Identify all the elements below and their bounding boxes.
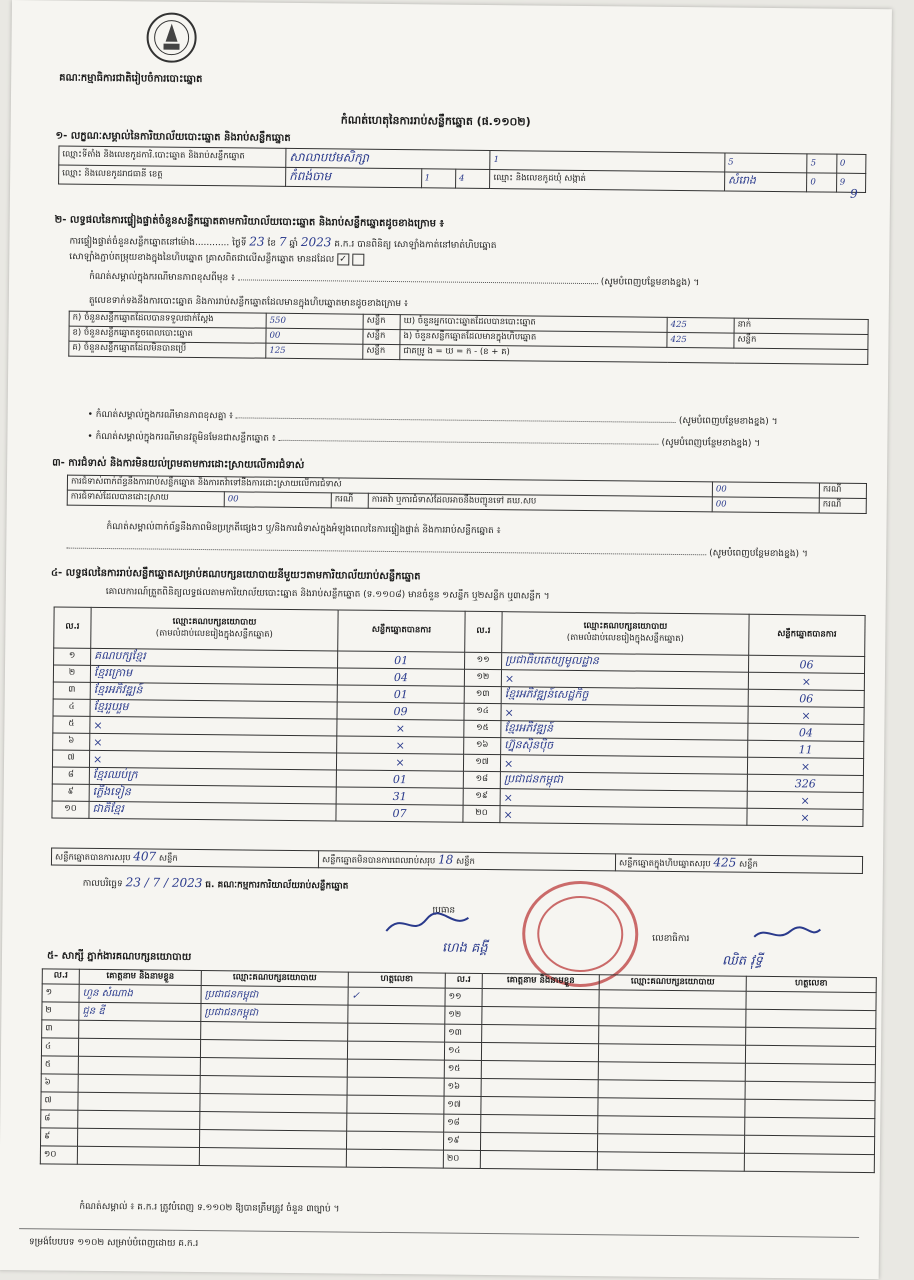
code-digit: 5 xyxy=(807,154,837,173)
figures-table xyxy=(68,311,868,365)
vote-count: 06 xyxy=(749,655,865,673)
witness-party xyxy=(200,1058,347,1078)
total-valid: 407 xyxy=(133,849,157,864)
witness-name xyxy=(481,1114,598,1133)
seal-checkbox[interactable]: ✓ xyxy=(337,253,349,265)
witness-signature xyxy=(347,1077,444,1096)
date-line: កាលបរិច្ឆេទ 23 / 7 / 2023 ធ. គណៈកម្មការការិយាល័យរាប់សន្លឹកឆ្នោត xyxy=(82,875,349,892)
witness-signature xyxy=(347,1041,444,1060)
row-number: ១៩ xyxy=(443,1132,480,1150)
table-row: គ) ចំនួនសន្លឹកឆ្នោតដែលមិនបានប្រើ 125 សន្លឹក ជាគម្រូ ង = ឃ = ក - (ខ + គ) xyxy=(69,341,868,364)
party-name: ប្រជាធិបតេយ្យមូលដ្ឋាន xyxy=(502,653,749,673)
province-label: ឈ្មោះ និងលេខកូដរាជធានី ខេត្ត xyxy=(59,165,286,186)
vote-count: 06 xyxy=(748,689,864,707)
witness-party xyxy=(598,1062,745,1082)
witness-party xyxy=(200,1076,347,1096)
verify-day: 23 xyxy=(249,234,265,249)
location-label: ឈ្មោះទីតាំង និងលេខកូដការិ.បោះឆ្នោត និងរាប់សន្លឹកឆ្នោត xyxy=(59,146,286,167)
vote-count: × xyxy=(748,706,864,724)
witness-name: ជួន ឌី xyxy=(79,1002,201,1021)
witness-name xyxy=(78,1038,200,1057)
form-title: កំណត់ហេតុនៃការរាប់សន្លឹកឆ្នោត (ផ.១១០២) xyxy=(340,113,531,129)
row-number: ៣ xyxy=(42,1020,79,1038)
witness-party xyxy=(199,1130,346,1150)
party-name: × xyxy=(501,704,748,724)
witness-signature xyxy=(746,991,876,1010)
row-number: ៩ xyxy=(41,1128,78,1146)
complaints-hint: (សូមបំពេញបន្ថែមខាងខ្នង) ។ xyxy=(66,541,861,562)
row-number: ១៨ xyxy=(444,1114,481,1132)
seal-line: សោឡាំងភ្ជាប់តម្រុយខាងក្នុងនៃហិបឆ្នោត គ្រាសពិតជាលើសន្លឹកឆ្នោត មានដដែល ✓ xyxy=(69,251,859,273)
row-number: ៩ xyxy=(52,784,89,801)
row-number: ១០ xyxy=(52,801,89,818)
row-number: ១១ xyxy=(465,652,502,669)
row-number: ១៣ xyxy=(464,686,501,703)
verification-line: ការផ្ទៀងផ្ទាត់ចំនួនសន្លឹកឆ្នោតនៅម៉ោង............ ថ្ងៃទី 23 ខែ 7 ឆ្នាំ 2023 គ.ក.រ បានពិនិត្យ សោឡាំងកាត់នៅមាត់ហិបឆ្នោត xyxy=(69,234,497,252)
row-number: ២០ xyxy=(443,1150,480,1168)
witness-party xyxy=(200,1040,347,1060)
code-digit: 0 xyxy=(807,173,837,192)
witness-name xyxy=(78,1092,200,1111)
witness-signature xyxy=(746,1027,876,1046)
note-line: កំណត់សម្គាល់ក្នុងករណីមានភាពខុសពីមុន ៖ (សូមបំពេញបន្ថែមខាងខ្នង) ។ xyxy=(89,271,700,289)
bullet-foreign-objects: • កំណត់សម្គាល់ក្នុងករណីមានវត្ថុមិនមែនជាសន្លឹកឆ្នោត ៖ (សូមបំពេញបន្ថែមខាងខ្នង) ។ xyxy=(87,431,761,449)
party-name: ជាតិខ្មែរ xyxy=(89,801,336,821)
section5-note: កំណត់សម្គាល់ ៖ គ.ក.រ ត្រូវបំពេញ ទ.១១០២ ឱ្យបានត្រឹមត្រូវ ចំនួន ៣ច្បាប់ ។ xyxy=(79,1201,340,1215)
vote-count: 31 xyxy=(336,787,463,805)
row-number: ២ xyxy=(53,665,90,682)
row-number: ២០ xyxy=(463,805,500,822)
party-name: ខ្មែរអភិវឌ្ឍន៍ xyxy=(501,721,748,741)
witness-name xyxy=(77,1146,199,1165)
vote-count: 07 xyxy=(336,804,463,822)
party-name: ខ្មែររួបរួម xyxy=(90,699,337,719)
code-digit: 0 xyxy=(836,154,866,173)
party-name: × xyxy=(89,750,336,770)
code-digit: 5 xyxy=(725,153,808,173)
witness-signature xyxy=(744,1153,874,1172)
party-name: × xyxy=(501,670,748,690)
row-number: ៥ xyxy=(41,1056,78,1074)
table-header-row: ល.រ ឈ្មោះគណបក្សនយោបាយ (តាមលំដាប់លេខរៀងក្នុងសន្លឹកឆ្នោត) សន្លឹកឆ្នោតបានការ ល.រ ឈ្មោះគណបក្សនយោបាយ (តាមលំដាប់លេខរៀងក្នុងសន្លឹកឆ្នោត) សន្លឹកឆ្នោតបានការ xyxy=(54,607,865,656)
voters-count: 425 xyxy=(667,317,734,333)
witness-party: ប្រជាជនកម្ពុជា xyxy=(201,986,348,1006)
spoiled-ballots: 00 xyxy=(266,328,363,344)
witness-name xyxy=(481,1060,598,1079)
row-number: ១៤ xyxy=(464,703,501,720)
secretary-label: លេខាធិការ xyxy=(652,933,690,945)
witness-signature xyxy=(745,1045,875,1064)
witness-party xyxy=(599,990,746,1010)
row-number: ១៥ xyxy=(444,1060,481,1078)
party-name: ប្រជាជនកម្ពុជា xyxy=(500,772,747,792)
row-number: ១៧ xyxy=(444,1096,481,1114)
row-number: ១៥ xyxy=(464,720,501,737)
results-table xyxy=(51,606,865,826)
witness-signature xyxy=(346,1131,443,1150)
witness-signature xyxy=(746,1009,876,1028)
row-number: ១៦ xyxy=(444,1078,481,1096)
row-number: ៥ xyxy=(53,716,90,733)
row-number: ១១ xyxy=(445,988,482,1006)
province-value: កំពង់ចាម xyxy=(286,167,422,187)
witness-name xyxy=(480,1150,597,1169)
section4-title: ៤- លទ្ធផលនៃការរាប់សន្លឹកឆ្នោតសម្រាប់គណបក្សនយោបាយនីមួយៗតាមការិយាល័យរាប់សន្លឹកឆ្នោត xyxy=(50,567,421,583)
witness-party xyxy=(598,1044,745,1064)
witness-signature xyxy=(347,1059,444,1078)
vote-count: 01 xyxy=(336,770,463,788)
witness-name xyxy=(480,1132,597,1151)
witness-signature xyxy=(348,1005,445,1024)
ballots-in-box: 425 xyxy=(667,332,734,348)
witness-party xyxy=(200,1112,347,1132)
witness-name xyxy=(481,1042,598,1061)
location-value: សាលាបឋមសិក្សា xyxy=(286,148,491,169)
complaints-note: កំណត់សម្គាល់ពាក់ព័ន្ធនឹងភាពមិនប្រក្រតីផ្សេងៗ ឬ/និងការជំទាស់ក្នុងអំឡុងពេលនៃការផ្ទៀងផ្ទាត់ និងការរាប់សន្លឹកឆ្នោត ៖ xyxy=(106,522,501,537)
row-number: ៤ xyxy=(41,1038,78,1056)
received-ballots: 550 xyxy=(266,313,363,329)
official-stamp-icon xyxy=(522,880,639,987)
row-number: ៦ xyxy=(41,1074,78,1092)
witness-name xyxy=(79,1020,201,1039)
section3-title: ៣- ការជំទាស់ និងការមិនយល់ព្រមតាមការដោះស្រាយលើការជំទាស់ xyxy=(52,457,305,472)
section5-title: ៥- សាក្សី ភ្នាក់ងារគណបក្សនយោបាយ xyxy=(46,950,192,963)
row-number: ១២ xyxy=(445,1006,482,1024)
party-name: × xyxy=(500,789,747,809)
row-number: ៦ xyxy=(53,733,90,750)
secretary-signature-icon xyxy=(752,923,822,946)
verify-month: 7 xyxy=(278,234,287,249)
vote-count: × xyxy=(747,791,863,809)
table-row: សន្លឹកឆ្នោតបានការសរុប 407 សន្លឹក សន្លឹកឆ្នោតមិនបានការពេលរាប់សរុប 18 សន្លឹក សន្លឹកឆ្នោតក្នុងហិបឆ្នោតសរុប 425 សន្លឹក xyxy=(51,848,862,873)
bullet-discrepancy: • កំណត់សម្គាល់ក្នុងករណីមានភាពខុសគ្នា ៖ (សូមបំពេញបន្ថែមខាងខ្នង) ។ xyxy=(87,409,778,428)
row-number: ១៨ xyxy=(463,771,500,788)
row-number: ១៦ xyxy=(464,737,501,754)
witness-signature xyxy=(744,1135,874,1154)
commune-value: សំរោង xyxy=(724,172,807,192)
seal-other-checkbox[interactable] xyxy=(352,254,364,266)
party-name: ខ្មែរអភិវឌ្ឍន៍សេដ្ឋកិច្ច xyxy=(501,687,748,707)
witness-table xyxy=(40,968,877,1173)
vote-count: 04 xyxy=(337,668,464,686)
party-name: × xyxy=(500,755,747,775)
row-number: ៨ xyxy=(52,767,89,784)
row-number: ៧ xyxy=(52,750,89,767)
witness-party: ប្រជាជនកម្ពុជា xyxy=(201,1004,348,1024)
chair-name: ហេង គង្គី xyxy=(442,940,488,957)
row-number: ១៩ xyxy=(463,788,500,805)
vote-count: 04 xyxy=(748,723,864,741)
total-in-box: 425 xyxy=(713,855,737,870)
vote-count: × xyxy=(336,753,463,771)
witness-name xyxy=(482,1006,599,1025)
complaints-count: 00 xyxy=(712,482,819,498)
row-number: ១២ xyxy=(464,669,501,686)
row-number: ១០ xyxy=(40,1146,77,1164)
row-number: ២ xyxy=(42,1002,79,1020)
unused-ballots: 125 xyxy=(266,343,363,359)
vote-count: × xyxy=(337,719,464,737)
witness-signature xyxy=(346,1149,443,1168)
table-header-row: ល.រ គោត្តនាម និងនាមខ្លួន ឈ្មោះគណបក្សនយោបាយ ហត្ថលេខា ល.រ គោត្តនាម និងនាមខ្លួន ឈ្មោះគណបក្សនយោបាយ ហត្ថលេខា xyxy=(42,969,876,993)
table-row: ខ) ចំនួនសន្លឹកឆ្នោតខូចពេលបោះឆ្នោត 00 សន្លឹក ង) ចំនួនសន្លឹកឆ្នោតដែលមានក្នុងហិបឆ្នោត 425 សន្លឹក xyxy=(69,326,868,349)
party-name: × xyxy=(90,716,337,736)
table-row: ក) ចំនួនសន្លឹកឆ្នោតដែលបានទទួលជាក់ស្តែង 550 សន្លឹក ឃ) ចំនួនអ្នកបោះឆ្នោតដែលបានបោះឆ្នោត 425 នាក់ xyxy=(69,311,868,334)
code-digit: 4 xyxy=(455,169,490,188)
party-name: ខ្មែរក្រោម xyxy=(90,665,337,685)
party-name: × xyxy=(90,733,337,753)
witness-party xyxy=(200,1094,347,1114)
witness-name xyxy=(481,1096,598,1115)
witness-party xyxy=(597,1152,744,1172)
royal-emblem-icon xyxy=(141,11,202,68)
resolved-count: 00 xyxy=(224,492,331,508)
witness-name xyxy=(78,1056,200,1075)
witness-signature: ✓ xyxy=(348,987,445,1006)
vote-count: 11 xyxy=(748,740,864,758)
row-number: ៧ xyxy=(41,1092,78,1110)
section1-table xyxy=(58,145,866,192)
commune-label: ឈ្មោះ និងលេខកូដឃុំ សង្កាត់ xyxy=(490,170,725,191)
party-name: ហ្វ៊ុនស៊ិនប៉ិច xyxy=(501,738,748,758)
vote-count: × xyxy=(748,672,864,690)
secretary-name: ឈិត វុទ្ធី xyxy=(721,953,763,969)
footer-note: ទម្រង់បែបបទ ១១០២ សម្រាប់បំពេញដោយ គ.ក.រ xyxy=(28,1237,199,1250)
witness-signature xyxy=(745,1117,875,1136)
witness-name xyxy=(78,1074,200,1093)
witness-party xyxy=(201,1022,348,1042)
witness-name xyxy=(78,1110,200,1129)
section1-title: ១- លក្ខណៈសម្គាល់នៃការិយាល័យបោះឆ្នោត និងរាប់សន្លឹកឆ្នោត xyxy=(55,130,291,144)
witness-name xyxy=(482,1024,599,1043)
chair-label: ប្រធាន xyxy=(432,905,456,916)
party-name: ខ្មែរឈប់ក្រ xyxy=(89,767,336,787)
witness-party xyxy=(598,1098,745,1118)
vote-count: 326 xyxy=(747,774,863,792)
complaints-table xyxy=(67,475,867,514)
code-digit: 9 xyxy=(849,186,858,201)
witness-party xyxy=(199,1148,346,1168)
witness-party xyxy=(599,1026,746,1046)
witness-party xyxy=(597,1134,744,1154)
vote-count: × xyxy=(337,736,464,754)
witness-party xyxy=(598,1080,745,1100)
results-totals xyxy=(51,847,863,874)
witness-signature xyxy=(745,1063,875,1082)
table-row: ការជំទាស់ពាក់ព័ន្ធនឹងការរាប់សន្លឹកឆ្នោត និងការតវ៉ាទៅនឹងការដោះស្រាយលើការជំទាស់ 00 ករណី xyxy=(67,475,866,498)
total-invalid: 18 xyxy=(437,852,454,867)
section4-subtitle: គោលការណ៍ត្រួតពិនិត្យលទ្ធផលតាមការិយាល័យបោះឆ្នោត និងរាប់សន្លឹកឆ្នោត (ទ.១១០៨) មានចំនួន ១សន្លឹក ឬ២សន្លឹក ឬ៣សន្លឹក ។ xyxy=(105,587,550,602)
chair-signature-icon xyxy=(382,909,472,940)
party-name: ខ្មែរអភិវឌ្ឍន៍ xyxy=(90,682,337,702)
party-name: ភ្លើងទៀន xyxy=(89,784,336,804)
date-value: 23 / 7 / 2023 xyxy=(125,875,203,891)
vote-count: 09 xyxy=(337,702,464,720)
row-number: ១៧ xyxy=(463,754,500,771)
witness-signature xyxy=(348,1023,445,1042)
witness-signature xyxy=(347,1095,444,1114)
party-name: × xyxy=(500,806,747,826)
vote-count: × xyxy=(747,757,863,775)
witness-name xyxy=(482,988,599,1007)
witness-signature xyxy=(745,1099,875,1118)
row-number: ១៤ xyxy=(444,1042,481,1060)
figures-intro: តួលេខទាក់ទងនឹងការបោះឆ្នោត និងការរាប់សន្លឹកឆ្នោតដែលមានក្នុងហិបឆ្នោតមានដូចខាងក្រោម ៖ xyxy=(88,295,408,310)
row-number: ៣ xyxy=(53,682,90,699)
code-digit: 1 xyxy=(490,151,725,172)
witness-name: ហួន សំណាង xyxy=(79,984,201,1003)
row-number: ១ xyxy=(54,648,91,665)
verify-year: 2023 xyxy=(300,235,332,250)
witness-signature xyxy=(347,1113,444,1132)
section2-title: ២- លទ្ធផលនៃការផ្ទៀងផ្ទាត់ចំនួនសន្លឹកឆ្នោតតាមការិយាល័យបោះឆ្នោត និងរាប់សន្លឹកឆ្នោតដូចខាងក្រោម ៖ xyxy=(54,214,444,230)
vote-count: 01 xyxy=(338,651,465,669)
row-number: ១ xyxy=(42,984,79,1002)
row-number: ១៣ xyxy=(445,1024,482,1042)
table-row: ការជំទាស់ដែលបានដោះស្រាយ 00 ករណី ការតវ៉ា ឬការជំទាស់ដែលអាចនឹងបញ្ជូនទៅ គឃ.សប 00 ករណី xyxy=(67,490,866,513)
witness-party xyxy=(598,1116,745,1136)
forwarded-count: 00 xyxy=(712,497,819,513)
row-number: ៤ xyxy=(53,699,90,716)
code-digit: 9 xyxy=(836,173,866,192)
vote-count: 01 xyxy=(337,685,464,703)
formula: ជាគម្រូ ង = ឃ = ក - (ខ + គ) xyxy=(400,345,868,365)
witness-signature xyxy=(745,1081,875,1100)
row-number: ៨ xyxy=(41,1110,78,1128)
vote-count: × xyxy=(747,808,863,826)
party-name: គណបក្សខ្មែរ xyxy=(91,648,338,668)
witness-party xyxy=(599,1008,746,1028)
witness-name xyxy=(481,1078,598,1097)
witness-name xyxy=(78,1128,200,1147)
code-digit: 1 xyxy=(421,169,456,188)
commission-name: គណៈកម្មាធិការជាតិរៀបចំការបោះឆ្នោត xyxy=(59,72,203,85)
